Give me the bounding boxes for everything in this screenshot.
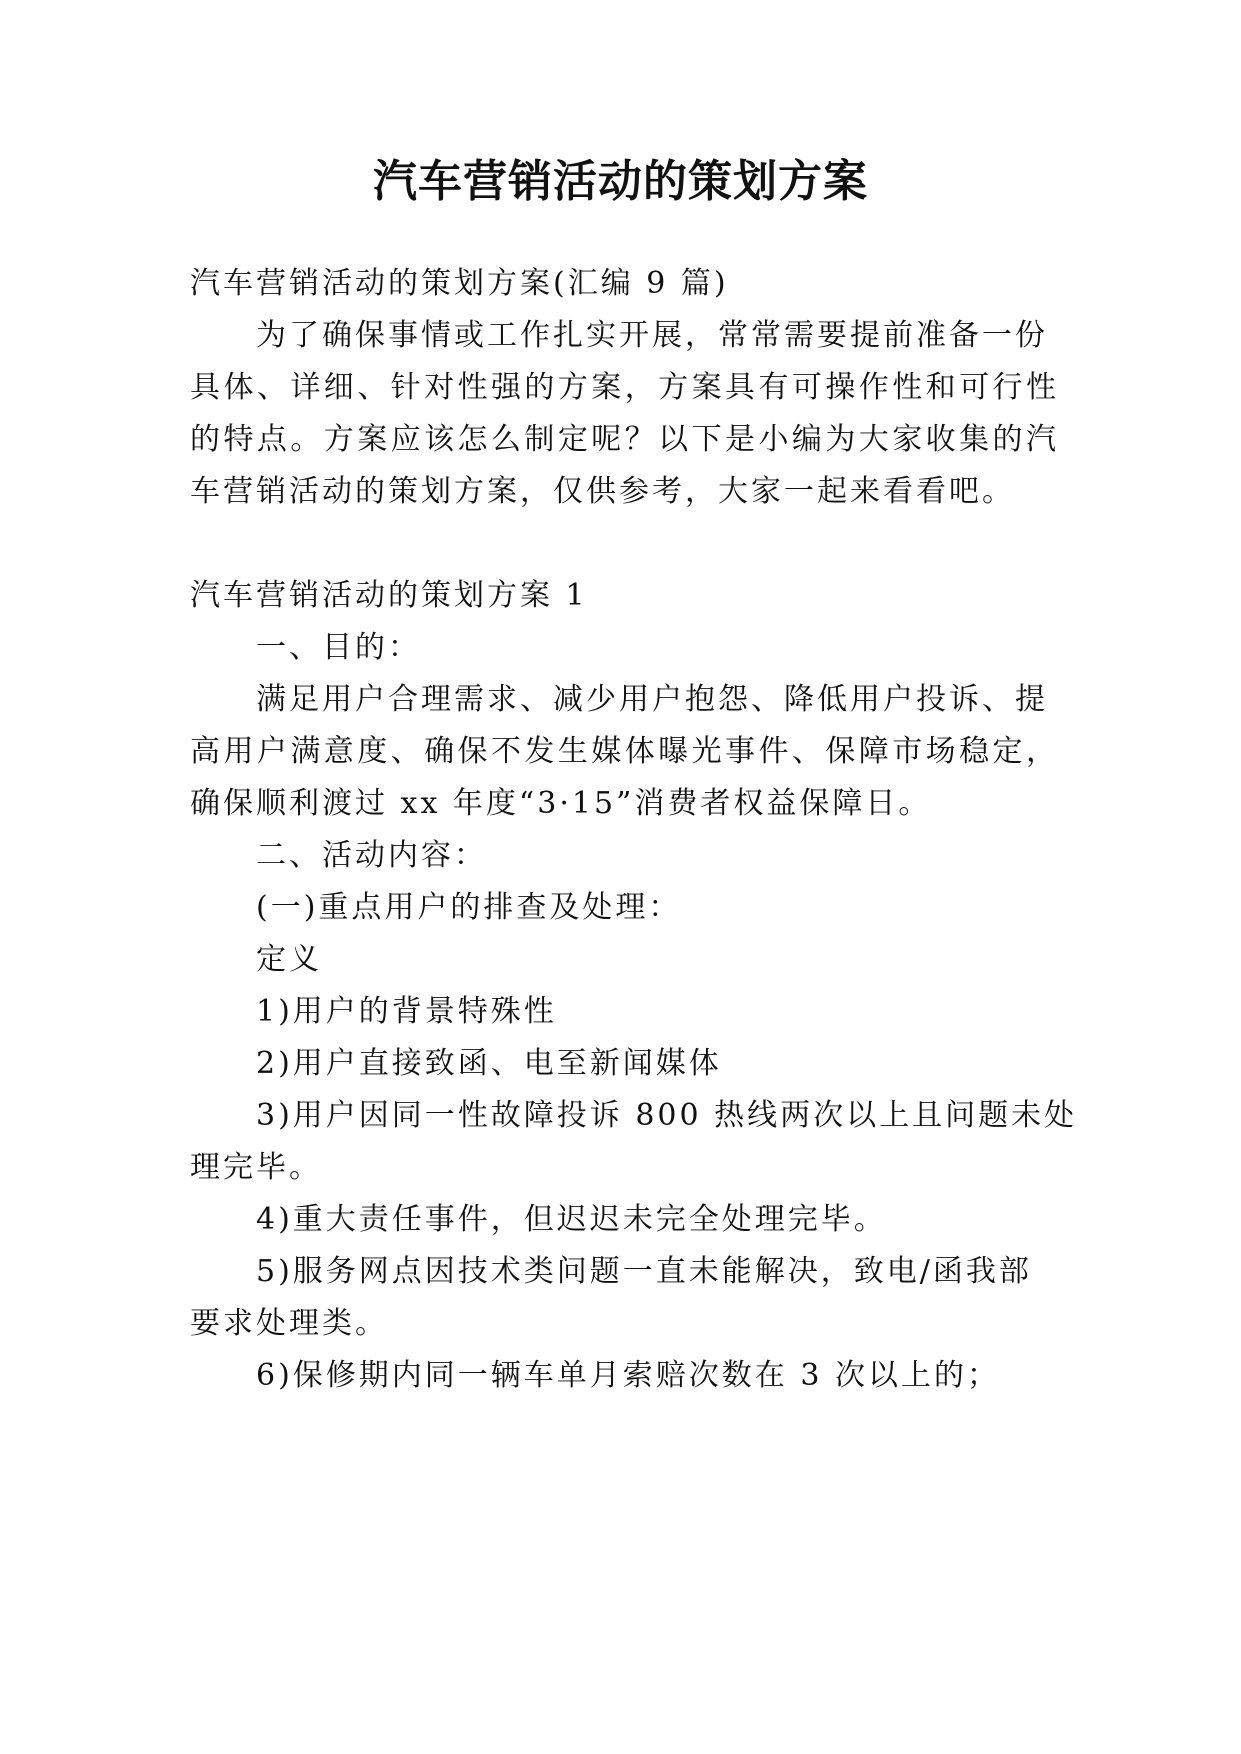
document-subtitle: 汽车营销活动的策划方案(汇编 9 篇) [190,266,729,301]
intro-line-3: 的特点。方案应该怎么制定呢？以下是小编为大家收集的汽 [190,422,1056,457]
activity-heading: 二、活动内容： [256,838,487,873]
intro-line-2: 具体、详细、针对性强的方案，方案具有可操作性和可行性 [190,370,1056,405]
intro-line-1: 为了确保事情或工作扎实开展，常常需要提前准备一份 [256,318,1048,353]
document-title: 汽车营销活动的策划方案 [373,156,868,207]
purpose-heading: 一、目的： [256,630,421,665]
list-item-2: 2)用户直接致函、电至新闻媒体 [256,1046,722,1081]
list-item-5-continued: 要求处理类。 [190,1306,388,1341]
intro-line-4: 车营销活动的策划方案，仅供参考，大家一起来看看吧。 [190,474,1015,509]
subsection-heading: (一)重点用户的排查及处理： [256,890,682,925]
section-heading: 汽车营销活动的策划方案 1 [190,578,588,613]
list-item-6: 6)保修期内同一辆车单月索赔次数在 3 次以上的； [256,1358,1000,1393]
list-item-5: 5)服务网点因技术类问题一直未能解决，致电/函我部 [256,1254,1032,1289]
purpose-line-3: 确保顺利渡过 xx 年度“3·15”消费者权益保障日。 [190,786,932,821]
purpose-line-2: 高用户满意度、确保不发生媒体曝光事件、保障市场稳定， [190,734,1056,769]
list-item-3-continued: 理完毕。 [190,1150,322,1185]
list-item-1: 1)用户的背景特殊性 [256,994,557,1029]
list-item-3: 3)用户因同一性故障投诉 800 热线两次以上且问题未处 [256,1098,1078,1133]
definition-label: 定义 [256,942,322,977]
list-item-4: 4)重大责任事件，但迟迟未完全处理完毕。 [256,1202,887,1237]
purpose-line-1: 满足用户合理需求、减少用户抱怨、降低用户投诉、提 [256,682,1048,717]
